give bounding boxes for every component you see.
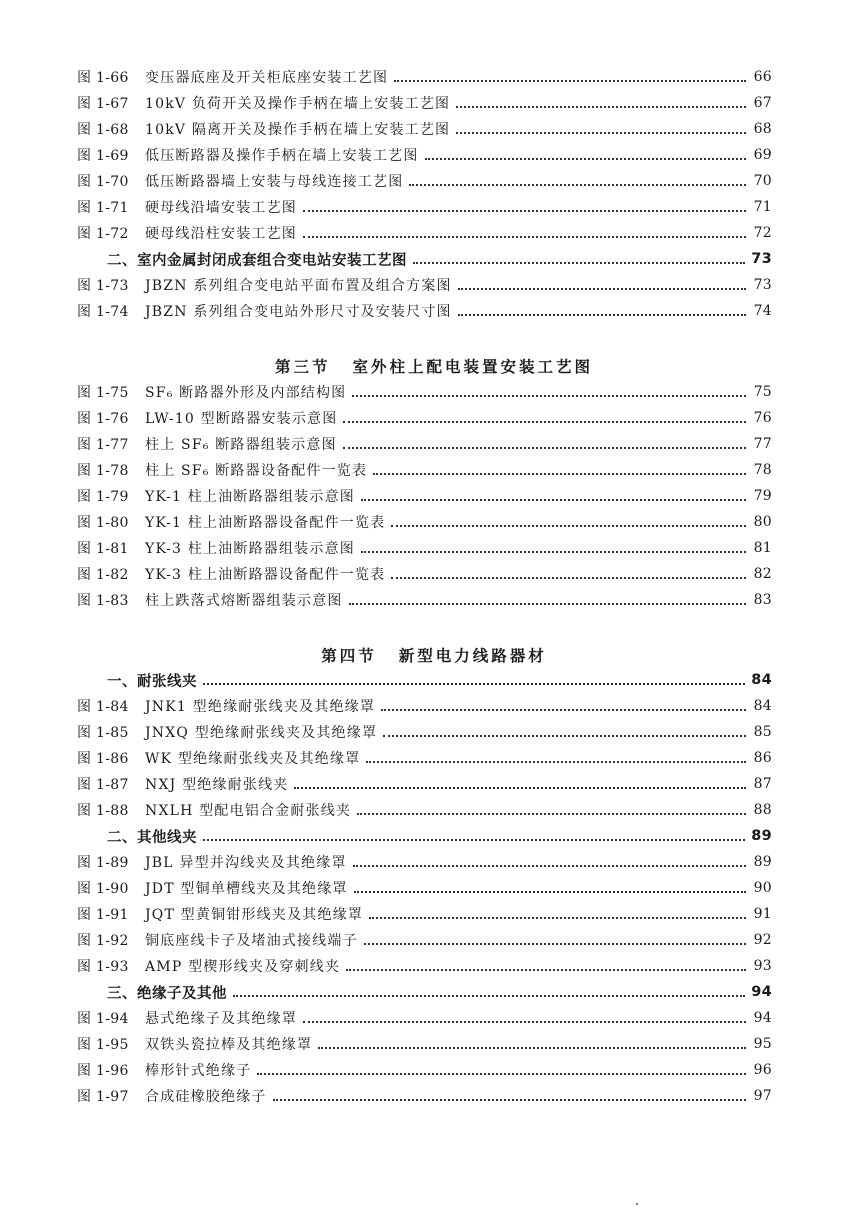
page-number: 73 [753,277,772,293]
toc-entry[interactable] [77,953,772,979]
page-number: 91 [753,906,772,922]
figure-number: 图 1-93 [77,959,129,975]
page-number: 87 [753,776,772,792]
toc-entry[interactable] [77,457,772,483]
entry-title: 悬式绝缘子及其绝缘罩 [145,1011,297,1027]
toc-entry[interactable] [77,927,772,953]
page-number: 70 [753,173,772,189]
page-number: 94 [753,1010,772,1026]
entry-title: 二、室内金属封闭成套组合变电站安装工艺图 [107,252,407,269]
toc-entry[interactable] [77,220,772,246]
toc-entry[interactable] [77,693,772,719]
entry-title: YK-1 柱上油断路器组装示意图 [145,489,355,505]
entry-title: 硬母线沿柱安装工艺图 [145,226,297,242]
entry-title: JBZN 系列组合变电站外形尺寸及安装尺寸图 [145,304,452,320]
dot-leader [381,709,746,711]
toc-entry[interactable] [77,431,772,457]
toc-entry[interactable] [77,194,772,220]
entry-title: AMP 型楔形线夹及穿刺线夹 [145,959,341,975]
entry-title: 双铁头瓷拉棒及其绝缘罩 [145,1037,313,1053]
entry-title: 柱上跌落式熔断器组装示意图 [145,593,343,609]
toc-entry[interactable] [77,745,772,771]
entry-title: 合成硅橡胶绝缘子 [145,1089,267,1105]
page-number: 75 [753,384,772,400]
entry-title: SF₆ 断路器外形及内部结构图 [145,385,347,401]
dot-leader [353,865,746,867]
figure-number: 图 1-78 [77,463,129,479]
figure-number: 图 1-85 [77,725,129,741]
entry-title: JBL 异型并沟线夹及其绝缘罩 [145,855,347,871]
figure-number: 图 1-72 [77,226,129,242]
toc-entry[interactable] [77,797,772,823]
toc-entry[interactable] [77,561,772,587]
entry-title: YK-3 柱上油断路器组装示意图 [145,541,355,557]
page-number: 80 [753,514,772,530]
entry-title: 硬母线沿墙安装工艺图 [145,200,297,216]
dot-leader [273,1099,746,1101]
page-number: 74 [753,303,772,319]
dot-leader [413,262,745,264]
dot-leader [354,891,746,893]
section-heading [0,355,868,377]
dot-leader [366,761,746,763]
dot-leader [303,1021,746,1023]
figure-number: 图 1-97 [77,1089,129,1105]
dot-leader [391,525,746,527]
entry-title: 三、绝缘子及其他 [107,985,227,1002]
entry-title: 柱上 SF₆ 断路器设备配件一览表 [145,463,368,479]
dot-leader [303,236,746,238]
page-number: 81 [753,540,772,556]
entry-title: 柱上 SF₆ 断路器组装示意图 [145,437,337,453]
dot-leader [343,421,746,423]
toc-entry[interactable] [77,483,772,509]
toc-entry[interactable] [77,587,772,613]
toc-entry[interactable] [77,509,772,535]
page-number: 86 [753,750,772,766]
figure-number: 图 1-80 [77,515,129,531]
entry-title: JDT 型铜单槽线夹及其绝缘罩 [145,881,348,897]
entry-title: YK-3 柱上油断路器设备配件一览表 [145,567,386,583]
dot-leader [357,813,746,815]
figure-number: 图 1-67 [77,96,129,112]
toc-entry[interactable] [77,272,772,298]
toc-entry[interactable] [77,719,772,745]
dot-leader [203,839,745,841]
page-number: 69 [753,147,772,163]
dot-leader [361,551,746,553]
figure-number: 图 1-84 [77,699,129,715]
toc-entry[interactable] [77,405,772,431]
figure-number: 图 1-70 [77,174,129,190]
figure-number: 图 1-76 [77,411,129,427]
page-number: 95 [753,1036,772,1052]
entry-title: 10kV 隔离开关及操作手柄在墙上安装工艺图 [145,122,451,138]
page-number: 72 [753,225,772,241]
toc-entry[interactable] [77,142,772,168]
figure-number: 图 1-87 [77,777,129,793]
subsection-entry[interactable] [107,667,772,693]
toc-entry[interactable] [77,298,772,324]
entry-title: WK 型绝缘耐张线夹及其绝缘罩 [145,751,361,767]
figure-number: 图 1-92 [77,933,129,949]
figure-number: 图 1-86 [77,751,129,767]
dot-leader [456,132,746,134]
dot-leader [343,447,746,449]
toc-entry[interactable] [77,116,772,142]
entry-title: LW-10 型断路器安装示意图 [145,411,338,427]
page-number: 73 [751,251,772,267]
page-number: 84 [753,698,772,714]
toc-entry[interactable] [77,849,772,875]
page-number: 89 [753,854,772,870]
dot-leader [233,995,745,997]
toc-entry[interactable] [77,64,772,90]
scan-speck [636,1203,638,1205]
page-number: 66 [753,69,772,85]
toc-entry[interactable] [77,1083,772,1109]
dot-leader [391,577,746,579]
figure-number: 图 1-77 [77,437,129,453]
entry-title: 棒形针式绝缘子 [145,1063,252,1079]
figure-number: 图 1-96 [77,1063,129,1079]
figure-number: 图 1-79 [77,489,129,505]
figure-number: 图 1-91 [77,907,129,923]
toc-entry[interactable] [77,535,772,561]
entry-title: JNXQ 型绝缘耐张线夹及其绝缘罩 [145,725,378,741]
page-number: 77 [753,436,772,452]
page-number: 82 [753,566,772,582]
entry-title: 10kV 负荷开关及操作手柄在墙上安装工艺图 [145,96,451,112]
page-number: 90 [753,880,772,896]
dot-leader [383,735,746,737]
entry-title: JQT 型黄铜钳形线夹及其绝缘罩 [145,907,364,923]
dot-leader [409,184,746,186]
dot-leader [458,288,746,290]
dot-leader [257,1073,746,1075]
page-number: 79 [753,488,772,504]
page-number: 89 [751,828,772,844]
figure-number: 图 1-75 [77,385,129,401]
figure-number: 图 1-74 [77,304,129,320]
entry-title: JNK1 型绝缘耐张线夹及其绝缘罩 [145,699,376,715]
dot-leader [303,210,746,212]
page-number: 78 [753,462,772,478]
toc-entry[interactable] [77,1005,772,1031]
dot-leader [349,603,746,605]
toc-entry[interactable] [77,901,772,927]
entry-title: 一、耐张线夹 [107,673,197,690]
dot-leader [361,499,746,501]
subsection-entry[interactable] [107,823,772,849]
figure-number: 图 1-89 [77,855,129,871]
toc-entry[interactable] [77,168,772,194]
section-heading [0,644,868,666]
figure-number: 图 1-68 [77,122,129,138]
page-number: 68 [753,121,772,137]
entry-title: 低压断路器墙上安装与母线连接工艺图 [145,174,404,190]
entry-title: 铜底座线卡子及堵油式接线端子 [145,933,358,949]
dot-leader [458,314,746,316]
section-title: 新型电力线路器材 [398,647,547,665]
figure-number: 图 1-82 [77,567,129,583]
figure-number: 图 1-94 [77,1011,129,1027]
page-number: 84 [751,672,772,688]
toc-entry[interactable] [77,1031,772,1057]
entry-title: 二、其他线夹 [107,829,197,846]
page-number: 94 [751,984,772,1000]
toc-entry[interactable] [77,379,772,405]
section-number: 第四节 [321,647,377,665]
page-number: 71 [753,199,772,215]
page-number: 83 [753,592,772,608]
toc-entry[interactable] [77,1057,772,1083]
figure-number: 图 1-88 [77,803,129,819]
figure-number: 图 1-95 [77,1037,129,1053]
dot-leader [346,969,746,971]
entry-title: NXLH 型配电铝合金耐张线夹 [145,803,352,819]
figure-number: 图 1-71 [77,200,129,216]
dot-leader [294,787,746,789]
section-number: 第三节 [274,358,331,376]
subsection-entry[interactable] [107,979,772,1005]
dot-leader [203,683,745,685]
toc-entry[interactable] [77,90,772,116]
dot-leader [318,1047,746,1049]
entry-title: JBZN 系列组合变电站平面布置及组合方案图 [145,278,452,294]
dot-leader [352,395,746,397]
page-number: 96 [753,1062,772,1078]
section-title: 室外柱上配电装置安装工艺图 [352,358,594,376]
page-number: 92 [753,932,772,948]
dot-leader [456,106,746,108]
dot-leader [364,943,746,945]
dot-leader [369,917,746,919]
page-number: 93 [753,958,772,974]
entry-title: 低压断路器及操作手柄在墙上安装工艺图 [145,148,419,164]
figure-number: 图 1-81 [77,541,129,557]
dot-leader [425,158,746,160]
page-number: 67 [753,95,772,111]
figure-number: 图 1-90 [77,881,129,897]
page-number: 97 [753,1088,772,1104]
subsection-entry[interactable] [107,246,772,272]
figure-number: 图 1-73 [77,278,129,294]
dot-leader [373,473,746,475]
entry-title: YK-1 柱上油断路器设备配件一览表 [145,515,386,531]
page-number: 85 [753,724,772,740]
toc-entry[interactable] [77,875,772,901]
entry-title: 变压器底座及开关柜底座安装工艺图 [145,70,389,86]
entry-title: NXJ 型绝缘耐张线夹 [145,777,289,793]
figure-number: 图 1-69 [77,148,129,164]
page-number: 88 [753,802,772,818]
dot-leader [394,80,746,82]
toc-entry[interactable] [77,771,772,797]
figure-number: 图 1-66 [77,70,129,86]
figure-number: 图 1-83 [77,593,129,609]
page-number: 76 [753,410,772,426]
